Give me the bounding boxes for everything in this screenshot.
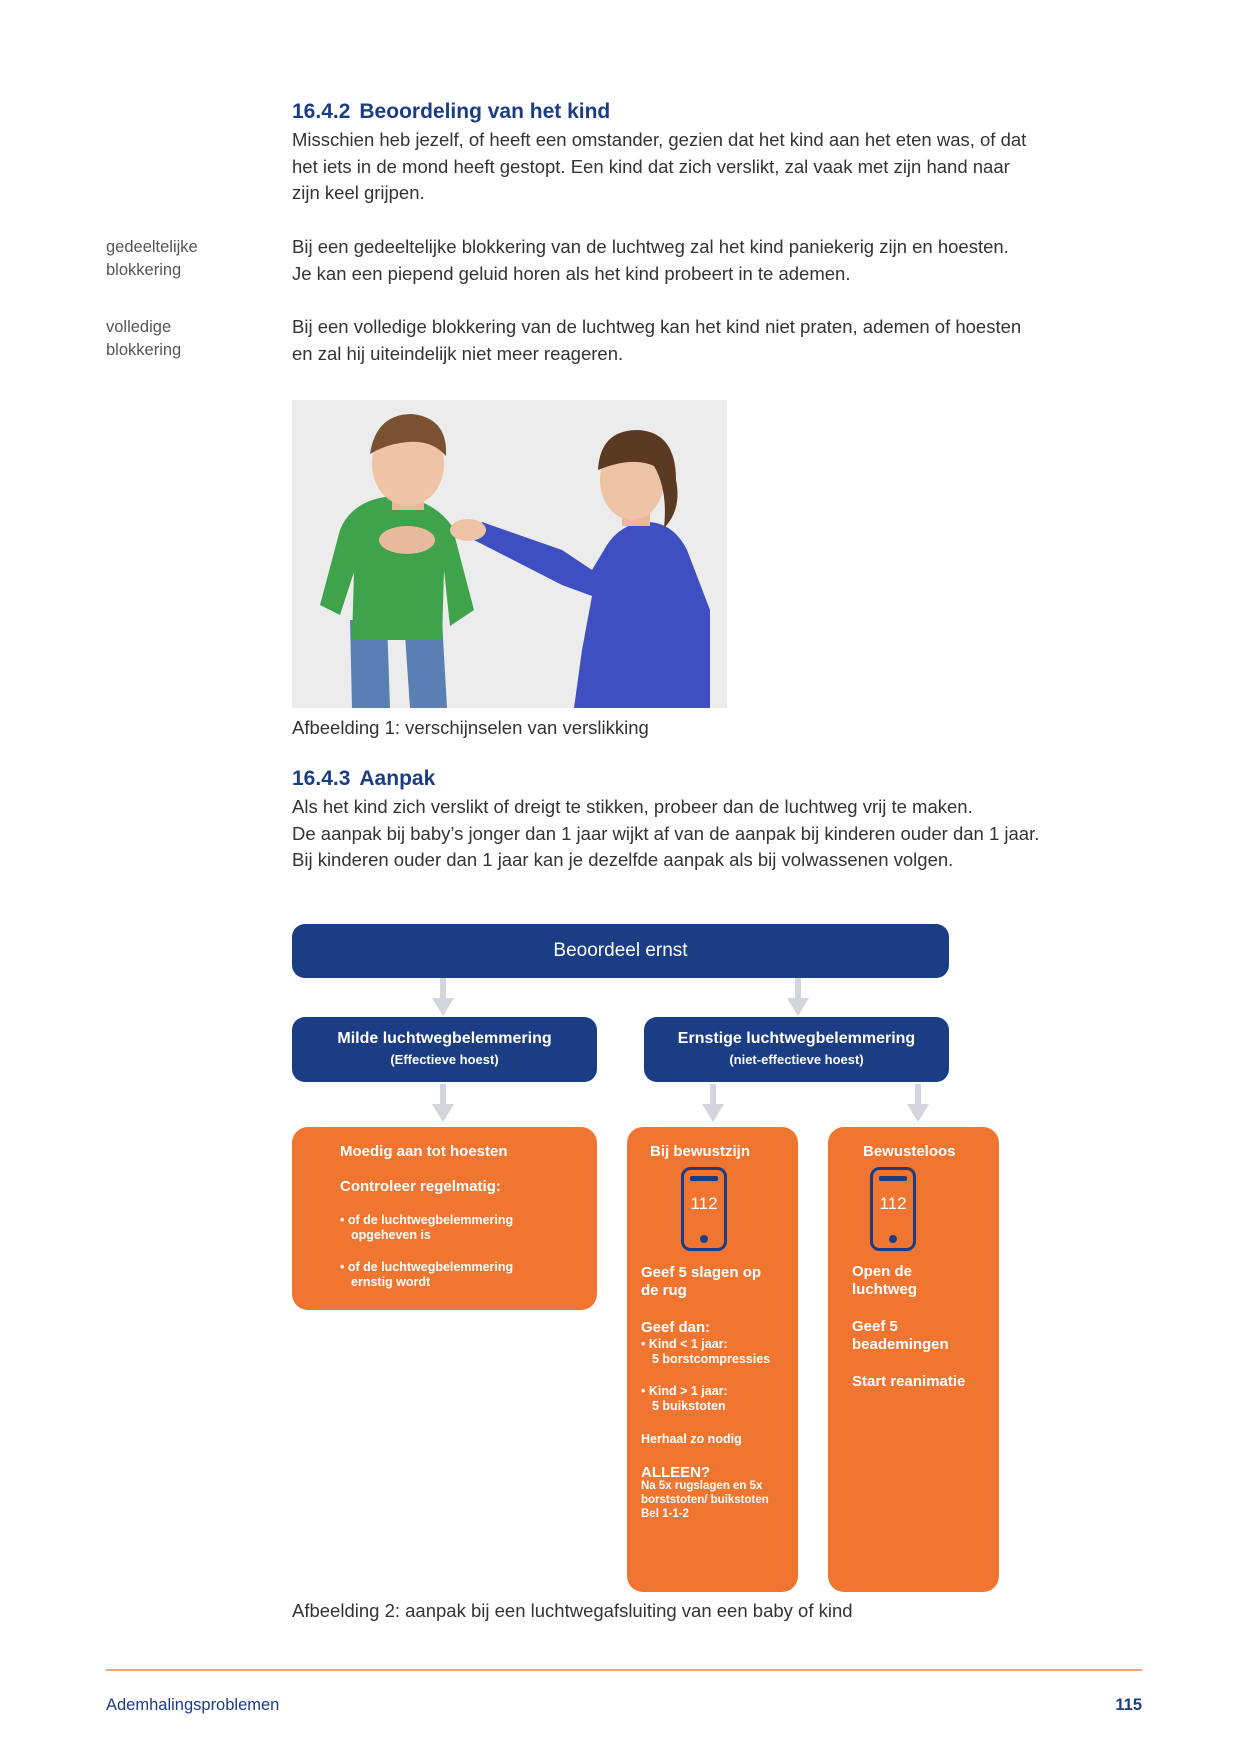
text-line: Je kan een piepend geluid horen als het kind probeert in te ademen. — [292, 262, 851, 284]
intro-paragraph — [292, 127, 1172, 207]
flow-bullet: • Kind < 1 jaar: — [641, 1337, 728, 1351]
flow-text: Geef 5 slagen op — [641, 1264, 762, 1281]
flow-box-label: Beoordeel ernst — [553, 940, 688, 961]
flow-bullet: 5 borstcompressies — [652, 1352, 771, 1366]
page-number: 115 — [1115, 1696, 1142, 1714]
arrow-down-icon — [907, 1084, 929, 1122]
full-blockage-paragraph — [292, 314, 1172, 367]
flow-box-mild-action — [292, 1127, 597, 1310]
photo-illustration — [292, 400, 727, 708]
text-line: Als het kind zich verslikt of dreigt te stikken, probeer dan de luchtweg vrij te maken. — [292, 796, 973, 817]
flow-text: Herhaal zo nodig — [641, 1432, 742, 1446]
flow-text: borststoten/ buikstoten — [641, 1494, 769, 1506]
flow-box-assess — [292, 924, 949, 978]
text-line: Misschien heb jezelf, of heeft een omstander, gezien dat het kind aan het eten was, of dat — [292, 129, 1027, 150]
text-line: De aanpak bij baby’s jonger dan 1 jaar wijkt af van de aanpak bij kinderen ouder dan 1 jaar. — [292, 822, 1040, 844]
flow-bullet: 5 buikstoten — [652, 1399, 726, 1413]
flow-box-title: Ernstige luchtwegbelemmering — [677, 1030, 916, 1047]
flow-box-subtitle: (Effectieve hoest) — [390, 1052, 499, 1067]
arrow-down-icon — [432, 1084, 454, 1122]
arrow-down-icon — [702, 1084, 724, 1122]
text-line: Bij een gedeeltelijke blokkering van de luchtweg zal het kind paniekerig zijn en hoesten. — [292, 236, 1009, 257]
margin-note-line: blokkering — [106, 341, 182, 359]
flow-box-unconscious — [828, 1127, 999, 1592]
flow-box-severe — [644, 1017, 949, 1082]
approach-paragraph — [292, 794, 1172, 874]
partial-blockage-paragraph — [292, 234, 1172, 287]
flow-text: Open de — [852, 1263, 913, 1280]
footer-divider — [106, 1669, 1142, 1671]
flow-box-title: Milde luchtwegbelemmering — [337, 1030, 552, 1047]
flow-text: luchtweg — [852, 1281, 918, 1298]
figure-2-caption: Afbeelding 2: aanpak bij een luchtwegafsluiting van een baby of kind — [292, 1600, 853, 1621]
margin-note-line: volledige — [106, 318, 172, 336]
flow-box-subtitle: (niet-effectieve hoest) — [729, 1052, 864, 1067]
text-line: Bij kinderen ouder dan 1 jaar kan je dezelfde aanpak als bij volwassenen volgen. — [292, 849, 954, 870]
section-number: 16.4.2 — [292, 100, 351, 123]
flow-text: Bij bewustzijn — [650, 1143, 751, 1160]
flow-bullet: ernstig wordt — [351, 1275, 431, 1289]
margin-note-partial — [106, 236, 198, 282]
flow-text: de rug — [641, 1282, 687, 1299]
margin-note-line: gedeeltelijke — [106, 238, 198, 256]
margin-note-line: blokkering — [106, 261, 182, 279]
text-line: het iets in de mond heeft gestopt. Een kind dat zich verslikt, zal vaak met zijn hand naar — [292, 155, 1010, 177]
flow-text: Geef 5 — [852, 1318, 898, 1335]
section-heading-16-4-2 — [292, 100, 610, 124]
arrow-down-icon — [787, 978, 809, 1016]
section-title: Beoordeling van het kind — [359, 100, 611, 123]
flow-text: Geef dan: — [641, 1319, 711, 1336]
figure-1-caption: Afbeelding 1: verschijnselen van verslikking — [292, 717, 649, 738]
phone-number: 112 — [879, 1194, 907, 1213]
flow-box-mild — [292, 1017, 597, 1082]
section-title: Aanpak — [359, 767, 436, 790]
flow-bullet: • of de luchtwegbelemmering — [340, 1213, 514, 1227]
flow-text: ALLEEN? — [641, 1464, 711, 1481]
section-number: 16.4.3 — [292, 767, 351, 790]
flow-text: Bel 1-1-2 — [641, 1508, 689, 1520]
margin-note-full — [106, 316, 181, 362]
flow-bullet: opgeheven is — [351, 1228, 431, 1242]
choking-child-photo — [292, 400, 727, 708]
section-heading-16-4-3 — [292, 767, 435, 791]
flow-text: Controleer regelmatig: — [340, 1178, 501, 1195]
footer-chapter: Ademhalingsproblemen — [106, 1696, 280, 1714]
flow-bullet: • of de luchtwegbelemmering — [340, 1260, 514, 1274]
flow-box-conscious — [627, 1127, 798, 1592]
flow-text: Bewusteloos — [863, 1143, 956, 1160]
flow-bullet: • Kind > 1 jaar: — [641, 1384, 728, 1398]
arrow-down-icon — [432, 978, 454, 1016]
flow-text: Start reanimatie — [852, 1373, 966, 1390]
text-line: en zal hij uiteindelijk niet meer reageren. — [292, 342, 624, 364]
text-line: Bij een volledige blokkering van de luchtweg kan het kind niet praten, ademen of hoesten — [292, 316, 1022, 337]
flow-text: Moedig aan tot hoesten — [340, 1143, 508, 1160]
text-line: zijn keel grijpen. — [292, 182, 425, 203]
flow-text: Na 5x rugslagen en 5x — [641, 1480, 763, 1492]
phone-number: 112 — [690, 1194, 718, 1213]
flow-text: beademingen — [852, 1336, 949, 1353]
